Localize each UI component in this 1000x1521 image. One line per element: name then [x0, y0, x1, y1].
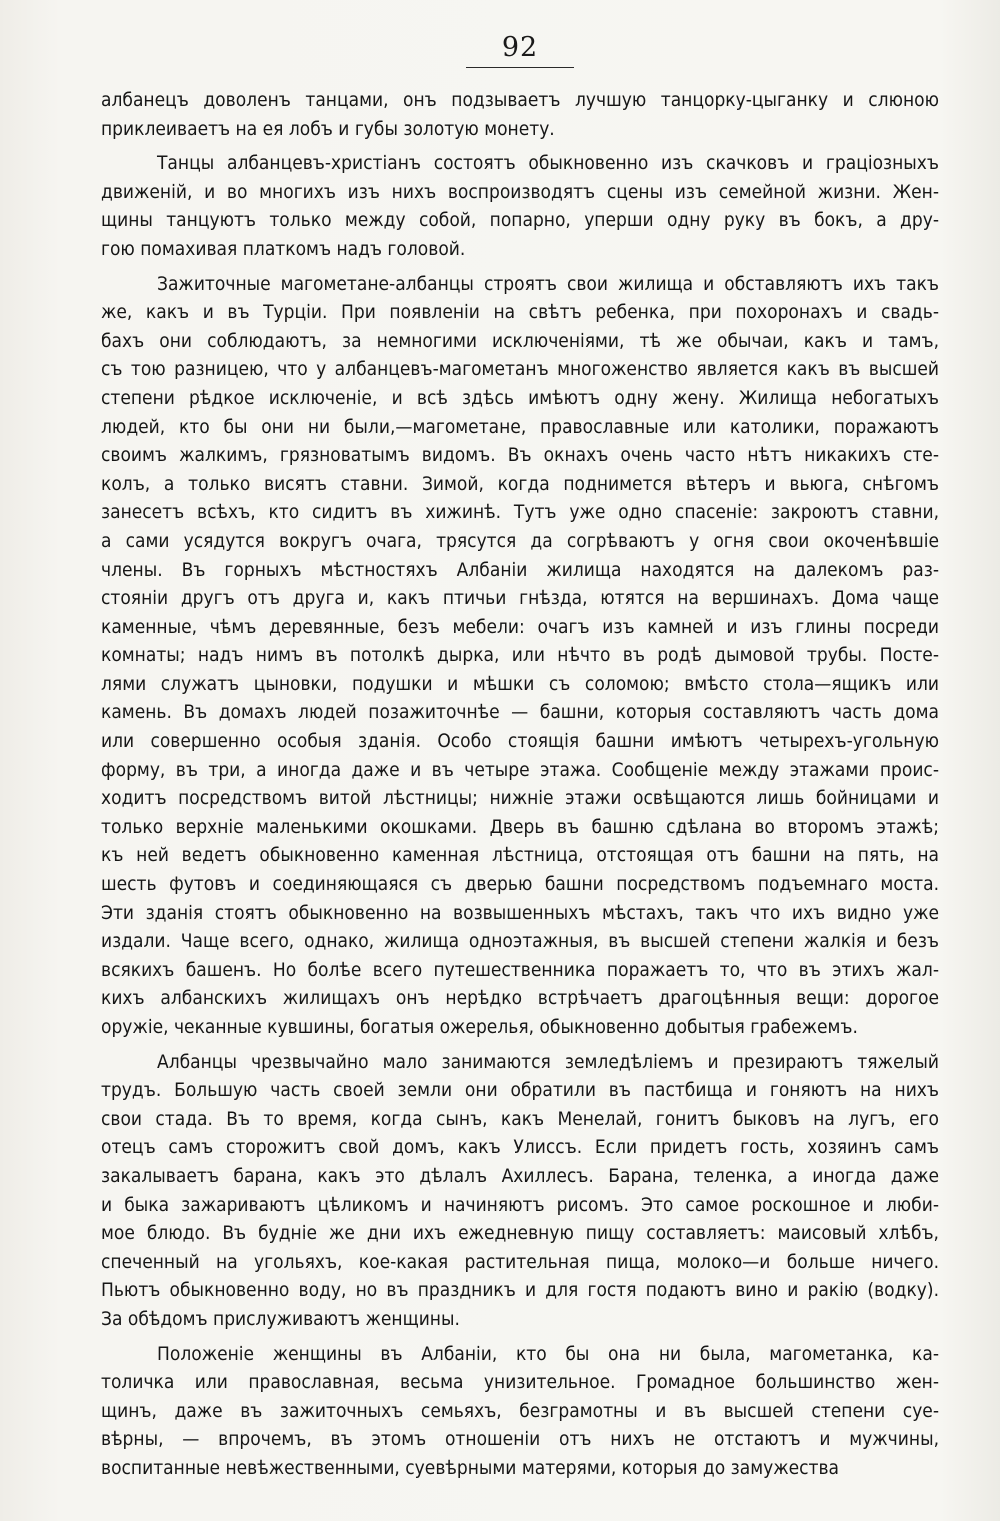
text-line: занесетъ всѣхъ, кто сидитъ въ хижинѣ. Тутъ уже одно спасеніе: закроютъ ставни,: [101, 501, 939, 524]
text-line: своимъ жалкимъ, грязноватымъ видомъ. Въ окнахъ очень часто нѣтъ никакихъ сте-: [101, 444, 939, 467]
text-line: Танцы албанцевъ-христіанъ состоятъ обыкновенно изъ скачковъ и граціозныхъ: [157, 152, 939, 175]
text-line: Албанцы чрезвычайно мало занимаются земледѣліемъ и презираютъ тяжелый: [157, 1050, 939, 1073]
text-line: албанецъ доволенъ танцами, онъ подзываетъ лучшую танцорку-цыганку и слюною: [101, 89, 939, 111]
text-line: оружіе, чеканные кувшины, богатыя ожерелья, обыкновенно добытыя грабежемъ.: [101, 1016, 858, 1038]
text-line: Пьютъ обыкновенно воду, но въ праздникъ и для гостя подаютъ вино и ракію (водку).: [101, 1279, 939, 1302]
text-line: а сами усядутся вокругъ очага, трясутся да согрѣваютъ у огня свои окоченѣвшіе: [101, 529, 939, 552]
text-line: или совершенно особыя зданія. Особо стоящія башни имѣютъ четырехъ-угольную: [101, 730, 939, 753]
paragraph: [101, 270, 939, 1042]
text-line: лями служатъ цыновки, подушки и мѣшки съ соломою; вмѣсто стола—ящикъ или: [101, 672, 939, 695]
text-line: Положеніе женщины въ Албаніи, кто бы она ни была, магометанка, ка-: [157, 1342, 939, 1365]
text-line: же, какъ и въ Турціи. При появленіи на свѣтъ ребенка, при похоронахъ и свадь-: [101, 301, 939, 324]
text-line: отецъ самъ сторожитъ свой домъ, какъ Улиссъ. Если придетъ гость, хозяинъ самъ: [101, 1136, 939, 1159]
text-line: шесть футовъ и соединяющаяся съ дверью башни посредствомъ подъемнаго моста.: [101, 873, 939, 896]
text-line: каменные, чѣмъ деревянные, безъ мебели: очагъ изъ камней и изъ глины посреди: [101, 615, 939, 638]
text-line: Эти зданія стоятъ обыкновенно на возвышенныхъ мѣстахъ, такъ что ихъ видно уже: [101, 901, 939, 924]
body-text: [101, 86, 939, 1489]
text-line: всякихъ башенъ. Но болѣе всего путешественника поражаетъ то, что въ этихъ жал-: [101, 958, 939, 981]
text-line: стояніи другъ отъ друга и, какъ птичьи гнѣзда, ютятся на вершинахъ. Дома чаще: [101, 587, 939, 610]
text-line: къ ней ведетъ обыкновенно каменная лѣстница, отстоящая отъ башни на пять, на: [101, 844, 939, 867]
text-line: бахъ они соблюдаютъ, за немногими исключеніями, тѣ же обычаи, какъ и тамъ,: [101, 329, 939, 352]
text-line: щины танцуютъ только между собой, попарно, уперши одну руку въ бокъ, а дру-: [101, 209, 939, 232]
paragraph: [101, 149, 939, 263]
text-line: За обѣдомъ прислуживаютъ женщины.: [101, 1307, 460, 1330]
text-line: члены. Въ горныхъ мѣстностяхъ Албаніи жилища находятся на далекомъ раз-: [101, 558, 939, 581]
text-line: вѣрны, — впрочемъ, въ этомъ отношеніи отъ нихъ не отстаютъ и мужчины,: [101, 1428, 939, 1451]
text-line: камень. Въ домахъ людей позажиточнѣе — башни, которыя составляютъ часть дома: [101, 701, 939, 724]
text-line: воспитанные невѣжественными, суевѣрными матерями, которыя до замужества: [101, 1456, 840, 1479]
text-line: кихъ албанскихъ жилищахъ онъ нерѣдко встрѣчаетъ драгоцѣнныя вещи: дорогое: [101, 987, 939, 1010]
text-line: спеченный на угольяхъ, кое-какая растительная пища, молоко—и больше ничего.: [101, 1250, 939, 1273]
text-line: ходитъ посредствомъ витой лѣстницы; нижніе этажи освѣщаются лишь бойницами и: [101, 787, 939, 810]
text-line: только верхніе маленькими окошками. Дверь въ башню сдѣлана во второмъ этажѣ;: [101, 815, 939, 838]
text-line: щинъ, даже въ зажиточныхъ семьяхъ, безграмотны и въ высшей степени суе-: [101, 1399, 939, 1422]
paragraph: [101, 1048, 939, 1334]
text-line: закалываетъ барана, какъ это дѣлалъ Ахиллесъ. Барана, теленка, а иногда даже: [101, 1164, 939, 1187]
text-line: съ тою разницею, что у албанцевъ-магометанъ многоженство является какъ въ высшей: [101, 358, 939, 381]
text-line: форму, въ три, а иногда даже и въ четыре этажа. Сообщеніе между этажами проис-: [101, 758, 939, 781]
text-line: трудъ. Большую часть своей земли они обратили въ пастбища и гоняютъ на нихъ: [101, 1079, 939, 1102]
text-line: комнаты; надъ нимъ въ потолкѣ дырка, или нѣчто въ родѣ дымовой трубы. Посте-: [101, 644, 939, 667]
text-line: степени рѣдкое исключеніе, и всѣ здѣсь имѣютъ одну жену. Жилища небогатыхъ: [101, 386, 939, 409]
text-line: приклеиваетъ на ея лобъ и губы золотую монету.: [101, 117, 555, 140]
text-line: мое блюдо. Въ будніе же дни ихъ ежедневную пищу составляетъ: маисовый хлѣбъ,: [101, 1222, 939, 1245]
text-line: движеній, и во многихъ изъ нихъ воспроизводятъ сцены изъ семейной жизни. Жен-: [101, 180, 939, 203]
text-line: колъ, а только висятъ ставни. Зимой, когда поднимется вѣтеръ и вьюга, снѣгомъ: [101, 472, 939, 495]
page-number-rule: [466, 67, 574, 68]
page-number: 92: [501, 32, 539, 63]
text-line: толичка или православная, весьма унизительное. Громадное большинство жен-: [101, 1371, 939, 1394]
text-line: и быка зажариваютъ цѣликомъ и начиняютъ рисомъ. Это самое роскошное и люби-: [101, 1193, 939, 1216]
paragraph: [101, 86, 939, 143]
text-line: Зажиточные магометане-албанцы строятъ свои жилища и обставляютъ ихъ такъ: [157, 272, 939, 295]
paragraph: [101, 1340, 939, 1483]
text-line: гою помахивая платкомъ надъ головой.: [101, 237, 466, 260]
text-line: свои стада. Въ то время, когда сынъ, какъ Менелай, гонитъ быковъ на лугъ, его: [101, 1107, 939, 1130]
text-line: издали. Чаще всего, однако, жилища одноэтажныя, въ высшей степени жалкія и безъ: [101, 930, 939, 953]
text-line: людей, кто бы они ни были,—магометане, православные или католики, поражаютъ: [101, 415, 939, 438]
